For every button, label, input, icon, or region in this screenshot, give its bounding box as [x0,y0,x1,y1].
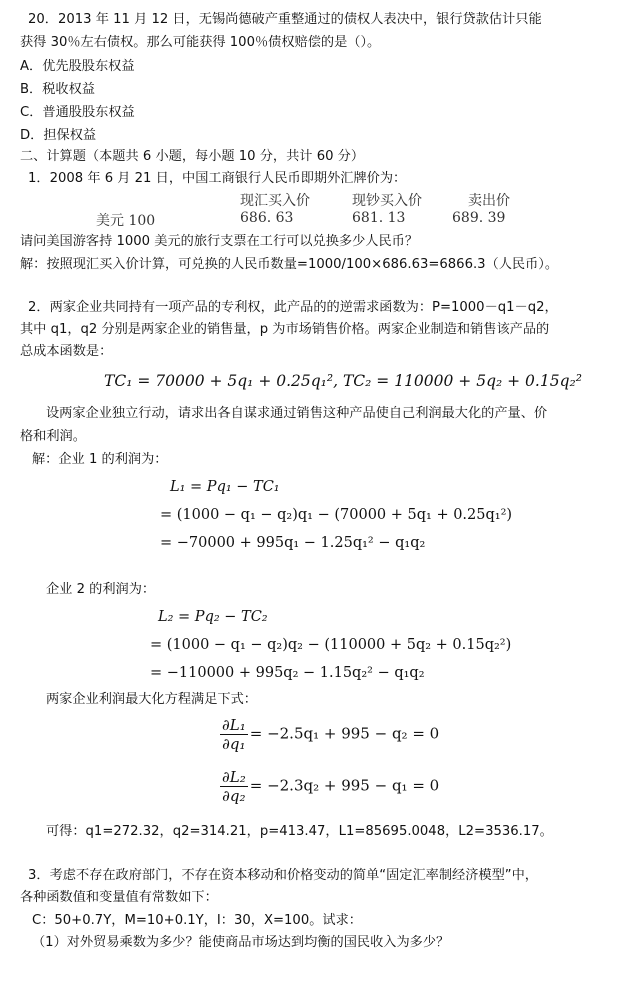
firm1-eq-1: L₁ = Pq₁ − TC₁ [170,479,280,495]
q2-line-3: 总成本函数是： [20,344,113,359]
d1-numerator: ∂L₁ [222,716,246,734]
q2-line-2: 其中 q1，q2 分别是两家企业的销售量，p 为市场销售价格。两家企业制造和销售该产品的 [20,322,550,337]
q3-line-4: （1）对外贸易乘数为多少？能使商品市场达到均衡的国民收入为多少？ [32,935,450,950]
derivative-equation-2 [220,768,439,805]
firm1-eq-2: = (1000 − q₁ − q₂)q₁ − (70000 + 5q₁ + 0.25q₁²) [160,507,513,523]
q2-result: 可得：q1=272.32，q2=314.21，p=413.47，L1=85695.0048，L2=3536.17。 [46,824,553,839]
q3-line-3: C：50+0.7Y，M=10+0.1Y，I：30，X=100。试求： [32,913,362,928]
q1-question: 请问美国游客持 1000 美元的旅行支票在工行可以兑换多少人民币？ [20,234,419,249]
q20-line-1: 20．2013 年 11 月 12 日，无锡尚德破产重整通过的债权人表决中，银行贷款估计只能 [28,12,542,27]
d2-numerator: ∂L₂ [222,768,246,786]
rate-value-sell: 689. 39 [452,210,506,226]
d1-rhs: = −2.5q₁ + 995 − q₂ = 0 [249,724,440,743]
q2-line-1: 2．两家企业共同持有一项产品的专利权，此产品的的逆需求函数为：P=1000－q1－q2， [28,300,558,315]
q20-line-2: 获得 30％左右债权。那么可能获得 100％债权赔偿的是（）。 [20,35,381,50]
q2-setup-2: 格和利润。 [20,429,86,444]
q20-option-a: A．优先股股东权益 [20,59,135,74]
d2-denominator: ∂q₂ [222,787,246,805]
rate-header-spot-buy: 现汇买入价 [240,193,310,209]
q1-intro: 1．2008 年 6 月 21 日，中国工商银行人民币即期外汇牌价为： [28,171,407,186]
q20-option-d: D．担保权益 [20,128,97,143]
solution-label: 解：企业 1 的利润为： [32,452,168,467]
rate-header-sell: 卖出价 [468,193,510,209]
rate-header-cash-buy: 现钞买入价 [352,193,422,209]
d1-denominator: ∂q₁ [222,735,246,753]
q2-setup-1: 设两家企业独立行动，请求出各自谋求通过销售这种产品使自己利润最大化的产量、价 [46,406,548,421]
firm2-eq-2: = (1000 − q₁ − q₂)q₂ − (110000 + 5q₂ + 0.15q₂²) [150,637,512,653]
cost-function-equation: TC₁ = 70000 + 5q₁ + 0.25q₁², TC₂ = 110000 + 5q₂ + 0.15q₂² [104,372,582,390]
q3-line-2: 各种函数值和变量值有常数如下： [20,890,218,905]
derivative-equation-1 [220,716,439,753]
rate-row-label: 美元 100 [96,213,156,229]
firm1-eq-3: = −70000 + 995q₁ − 1.25q₁² − q₁q₂ [160,535,426,551]
firm2-eq-1: L₂ = Pq₂ − TC₂ [158,609,268,625]
maximization-label: 两家企业利润最大化方程满足下式： [46,692,257,707]
section-heading: 二、计算题（本题共 6 小题，每小题 10 分，共计 60 分） [20,149,365,164]
d2-rhs: = −2.3q₂ + 995 − q₁ = 0 [249,776,440,795]
q20-option-c: C．普通股股东权益 [20,105,135,120]
rate-value-spot-buy: 686. 63 [240,210,294,226]
q3-line-1: 3．考虑不存在政府部门，不存在资本移动和价格变动的简单“固定汇率制经济模型”中， [28,868,538,883]
q1-answer: 解：按照现汇买入价计算，可兑换的人民币数量=1000/100×686.63=6866.3（人民币）。 [20,257,559,272]
firm2-eq-3: = −110000 + 995q₂ − 1.15q₂² − q₁q₂ [150,665,425,681]
q20-option-b: B．税收权益 [20,82,95,97]
rate-value-cash-buy: 681. 13 [352,210,406,226]
firm2-label: 企业 2 的利润为： [46,582,156,597]
